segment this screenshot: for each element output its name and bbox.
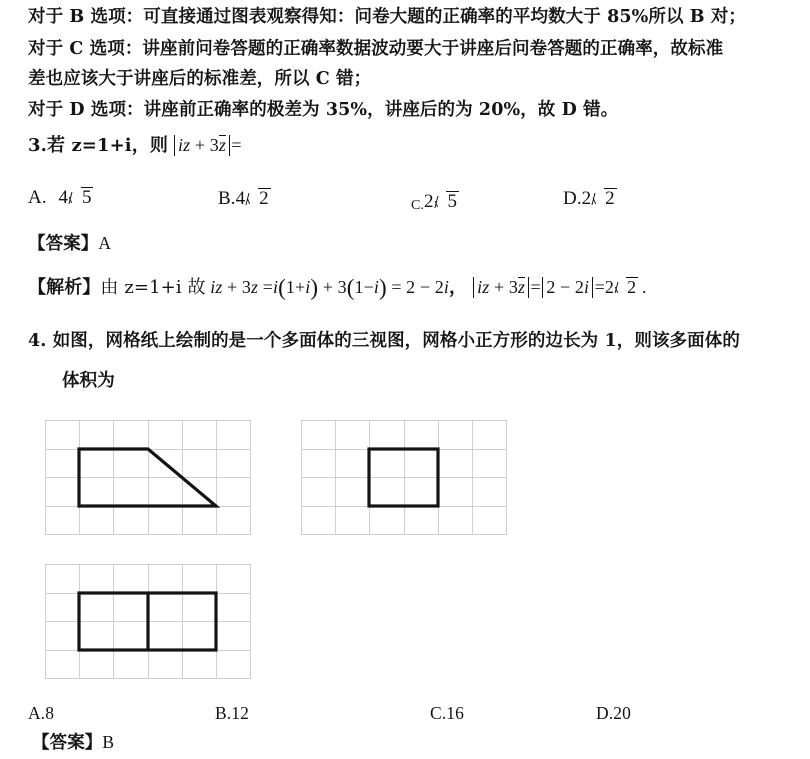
question-3-abs-group: iz + 3z	[174, 135, 230, 156]
explanation-line-1: 对于 B 选项：可直接通过图表观察得知：问卷大题的正确率的平均数大于 85%所以 B 对；	[28, 7, 747, 27]
option-c-label: C.	[411, 198, 425, 213]
q4-option-a-label: A.	[28, 703, 46, 723]
option-b	[218, 187, 271, 210]
figure-top-view	[45, 564, 251, 679]
question-4-stem-text-1: 如图，网格纸上绘制的是一个多面体的三视图，网格小正方形的边长为 1，则该多面体的	[52, 331, 740, 351]
option-b-radicand: 2	[259, 188, 269, 209]
option-a-radicand: 5	[81, 187, 92, 208]
analysis-period: .	[641, 277, 647, 298]
q4-option-c-label: C.	[430, 703, 447, 723]
q4-option-c	[430, 704, 464, 723]
option-d-coef: 2	[581, 188, 592, 209]
option-c-sqrt	[435, 190, 459, 213]
answer-label: 【答案】	[28, 234, 99, 254]
option-b-sqrt	[246, 187, 270, 210]
option-b-label: B.	[218, 188, 236, 209]
figure-front-view	[45, 420, 251, 535]
q4-option-b-label: B.	[215, 703, 232, 723]
option-c	[411, 190, 459, 213]
option-a	[28, 186, 93, 209]
analysis-expr-3-mid: =	[530, 277, 541, 298]
question-4-stem-line-1	[28, 332, 740, 351]
option-d-sqrt	[592, 187, 616, 210]
option-a-sqrt	[69, 186, 93, 209]
option-d	[563, 187, 617, 210]
answer-value: A	[98, 233, 112, 253]
explanation-line-2: 对于 C 选项：讲座前问卷答题的正确率数据波动要大于讲座后问卷答题的正确率，故标准	[28, 39, 724, 59]
front-view-trapezoid	[45, 420, 251, 535]
option-a-coef: 4	[58, 187, 69, 208]
analysis-sqrt	[615, 276, 638, 298]
analysis-label: 【解析】	[28, 277, 101, 299]
q4-option-b-value: 12	[231, 703, 249, 723]
explanation-line-3: 差也应该大于讲座后的标准差，所以 C 错；	[28, 69, 372, 89]
question-3-expr-iz: iz	[178, 135, 191, 155]
option-d-radicand: 2	[605, 188, 615, 209]
question-3-analysis: 【解析】由 z=1+i 故 iz + 3z =i(1+i) + 3(1−i) = 2 − 2i， iz + 3z = 2 − 2i =2 2 .	[28, 274, 647, 300]
analysis-expr-3-eq: =	[594, 277, 605, 298]
side-view-rectangle	[301, 420, 507, 535]
option-b-coef: 4	[235, 188, 246, 209]
q4-option-c-value: 16	[446, 703, 464, 723]
analysis-text-1: 由 z=1+i 故	[100, 277, 206, 299]
option-c-radicand: 5	[447, 191, 458, 212]
analysis-expr-iz3z: iz	[210, 277, 223, 298]
q4-option-a-value: 8	[45, 703, 55, 723]
question-4-options	[0, 704, 810, 734]
q4-option-d	[596, 704, 631, 723]
figure-side-view	[301, 420, 507, 535]
analysis-abs-2: 2 − 2i	[542, 277, 593, 298]
question-4-stem-line-2: 体积为	[62, 371, 115, 391]
q4-option-a	[28, 704, 54, 723]
analysis-radicand: 2	[627, 277, 637, 298]
question-3-options	[0, 186, 810, 216]
q4-option-d-value: 20	[613, 703, 631, 723]
question-3-answer	[28, 234, 111, 254]
option-d-label: D.	[563, 188, 582, 209]
explanation-line-4: 对于 D 选项：讲座前正确率的极差为 35%，讲座后的为 20%，故 D 错。	[28, 100, 619, 120]
question-3-number: 3.	[28, 135, 47, 156]
question-3-stem	[28, 135, 242, 156]
analysis-abs-1: iz + 3z	[473, 277, 529, 298]
question-3-expr-zbar: z	[218, 135, 226, 155]
q4-answer-label: 【答案】	[32, 733, 103, 753]
question-3-stem-prefix: 若 z=1+i，则	[47, 135, 168, 156]
analysis-comma: ，	[448, 277, 468, 299]
option-a-label: A.	[28, 187, 47, 208]
q4-option-b	[215, 704, 249, 723]
analysis-expr-2: i	[272, 277, 279, 298]
q4-answer-value: B	[102, 732, 115, 752]
analysis-expr-3-coef: 2	[604, 277, 614, 298]
option-c-coef: 2	[424, 191, 434, 212]
q4-option-d-label: D.	[596, 703, 614, 723]
question-4-number: 4.	[28, 331, 47, 351]
top-view-divided-rectangle	[45, 564, 251, 679]
question-3-stem-suffix: =	[231, 135, 242, 155]
question-4-answer	[32, 733, 114, 753]
analysis-eq: =	[262, 277, 273, 298]
